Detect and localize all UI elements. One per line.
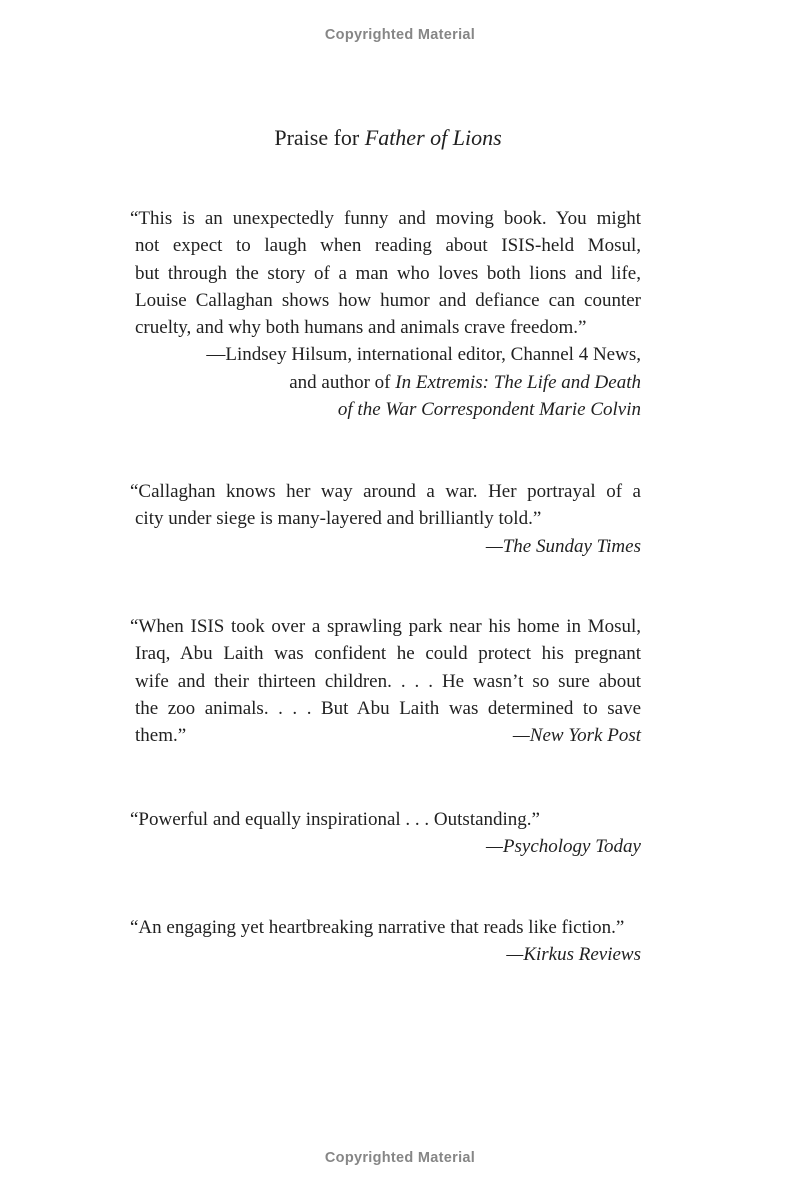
review-quote-2 [130,478,641,560]
attribution-italic: —Kirkus Reviews [506,944,641,966]
attribution-roman: —Lindsey Hilsum, international editor, Channel 4 News, [206,344,641,366]
attribution-italic: In Extremis: The Life and Death [395,371,641,393]
copyright-notice-bottom: Copyrighted Material [324,1150,476,1166]
quote-line: “Callaghan knows her way around a war. Her portrayal of a [130,481,641,502]
attribution-line [135,533,641,560]
quote-line: Louise Callaghan shows how humor and defiance can counter [135,289,641,311]
attribution-roman: and author of [289,371,396,393]
book-title: Father of Lions [364,125,502,150]
quote-line: “An engaging yet heartbreaking narrative that reads like fiction.” [130,917,625,938]
quote-line: the zoo animals. . . . But Abu Laith was determined to save [135,697,641,719]
copyright-notice-top: Copyrighted Material [324,27,476,43]
attribution-italic: —Psychology Today [486,836,641,858]
attribution-line [135,341,641,368]
attribution-italic: —The Sunday Times [485,535,641,557]
attribution-line [135,369,641,396]
attribution-line [135,833,641,860]
quote-line: “When ISIS took over a sprawling park near his home in Mosul, [130,616,641,637]
review-quote-1 [130,205,641,423]
attribution-italic: of the War Correspondent Marie Colvin [337,399,641,421]
title-prefix: Praise for [274,125,365,150]
attribution-line [135,396,641,423]
quote-line: “Powerful and equally inspirational . . . Outstanding.” [130,809,540,830]
attribution-line [135,941,641,968]
review-quote-3 [130,613,641,749]
quote-line: cruelty, and why both humans and animals crave freedom.” [135,317,587,339]
quote-last-line-with-attribution [135,722,641,749]
quote-line: Iraq, Abu Laith was confident he could protect his pregnant [135,643,641,665]
quote-line: “This is an unexpectedly funny and moving book. You might [130,208,641,229]
quote-line: them.” [135,725,187,747]
review-quote-5 [130,914,641,969]
page-title [135,124,641,151]
quote-line: city under siege is many-layered and brilliantly told.” [135,508,542,530]
review-quote-4 [130,806,641,861]
quote-line: wife and their thirteen children. . . . He wasn’t so sure about [135,670,641,692]
quote-line: but through the story of a man who loves both lions and life, [135,262,641,284]
attribution-italic: —New York Post [512,725,641,747]
page-content [130,0,641,1198]
quote-line: not expect to laugh when reading about ISIS-held Mosul, [135,235,641,257]
